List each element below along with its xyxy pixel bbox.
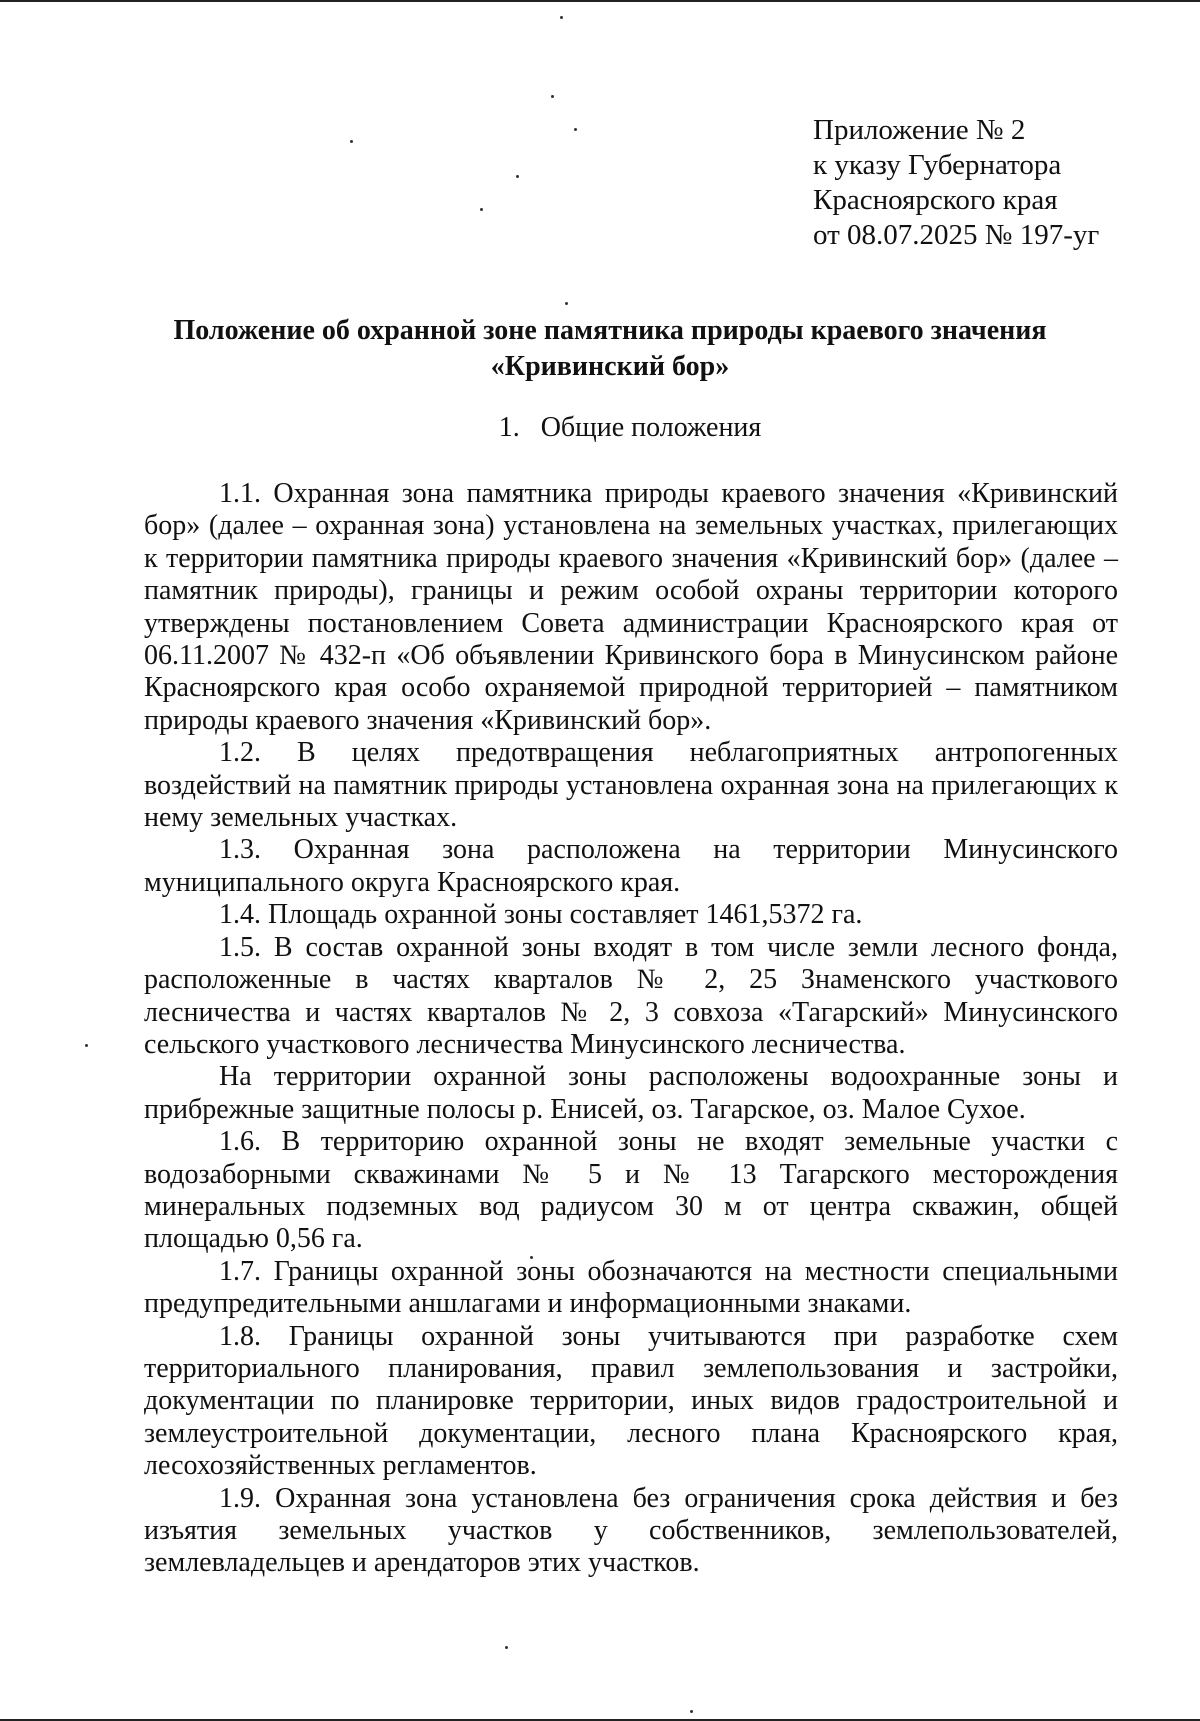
scan-speck [565,302,568,305]
scan-speck [551,95,554,98]
paragraph-1-5: 1.5. В состав охранной зоны входят в том числе земли лесного фонда, расположенные в частях кварталов № 2, 25 Знаменского участкового лесничества и частях кварталов № 2, 3 совхоза «Тагарский» Минусинского сельского участкового лесничества Минусинского лесничества. [144,931,1118,1060]
page-top-edge [0,0,1200,2]
paragraph-1-7: 1.7. Границы охранной зоны обозначаются на местности специальными предупредительными аншлагами и информационными знаками. [144,1255,1118,1320]
scan-speck [574,128,577,131]
paragraph-1-1: 1.1. Охранная зона памятника природы краевого значения «Кривинский бор» (далее – охранная зона) установлена на земельных участках, прилегающих к территории памятника природы краевого значения «Кривинский бор» (далее – памятник природы), границы и режим особой охраны территории которого утверждены постановлением Совета администрации Красноярского края от 06.11.2007 № 432-п «Об объявлении Кривинского бора в Минусинском районе Красноярского края особо охраняемой природной территорией – памятником природы краевого значения «Кривинский бор». [144,478,1118,736]
appendix-header [813,113,1099,253]
paragraph-1-6: 1.6. В территорию охранной зоны не входят земельные участки с водозаборными скважинами № 5 и № 13 Тагарского месторождения минеральных подземных вод радиусом 30 м от центра скважин, общей площадью 0,56 га. [144,1126,1118,1255]
paragraph-1-5-continued: На территории охранной зоны расположены водоохранные зоны и прибрежные защитные полосы р. Енисей, оз. Тагарское, оз. Малое Сухое. [144,1061,1118,1125]
section-heading: 1. Общие положения [498,412,762,443]
document-title [150,313,1070,385]
scan-speck [505,1646,508,1649]
scan-speck [516,175,519,178]
scan-speck [690,1710,693,1713]
document-title-line-1: Положение об охранной зоне памятника природы краевого значения [173,315,1047,346]
scan-speck [560,16,563,19]
paragraph-1-4: 1.4. Площадь охранной зоны составляет 1461,5372 га. [219,899,863,931]
appendix-date-number: от 08.07.2025 № 197-уг [813,219,1100,251]
document-body [144,478,1118,1580]
appendix-number: Приложение № 2 [813,114,1026,146]
appendix-decree-ref: к указу Губернатора [813,149,1062,181]
paragraph-1-2: 1.2. В целях предотвращения неблагоприятных антропогенных воздействий на памятник природы установлена охранная зона на прилегающих к нему земельных участках. [144,737,1118,834]
document-title-line-2: «Кривинский бор» [490,351,730,382]
scan-speck [85,1044,88,1047]
appendix-region: Красноярского края [813,184,1058,216]
scan-speck [350,140,353,143]
paragraph-1-9: 1.9. Охранная зона установлена без ограничения срока действия и без изъятия земельных участков у собственников, землепользователей, землевладельцев и арендаторов этих участков. [144,1482,1118,1579]
paragraph-1-8: 1.8. Границы охранной зоны учитываются при разработке схем территориального планирования, правил землепользования и застройки, документации по планировке территории, иных видов градостроительной и землеустроительной документации, лесного плана Красноярского края, лесохозяйственных регламентов. [144,1320,1118,1482]
scan-speck [480,208,483,211]
paragraph-1-3: 1.3. Охранная зона расположена на территории Минусинского муниципального округа Красноярского края. [144,834,1118,898]
